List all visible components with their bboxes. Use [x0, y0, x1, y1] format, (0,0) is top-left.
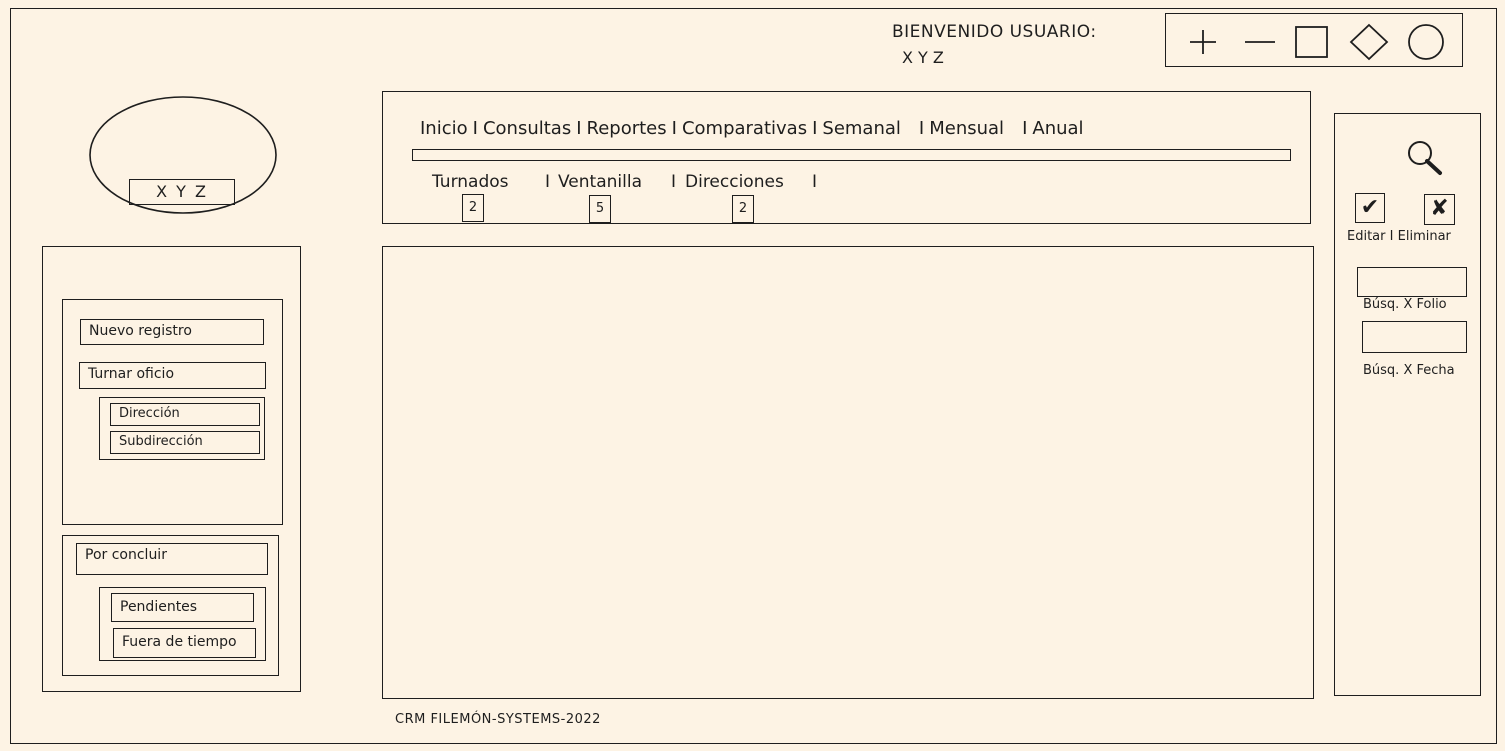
folio-search-input[interactable]: [1357, 267, 1467, 297]
nav-separator: I: [918, 118, 925, 139]
tab-ventanilla[interactable]: Ventanilla: [558, 172, 642, 192]
direccion-option[interactable]: Dirección: [110, 403, 260, 426]
tab-separator: I: [671, 172, 677, 192]
add-icon[interactable]: [1186, 27, 1220, 57]
minimize-icon[interactable]: [1242, 27, 1278, 57]
pendientes-option[interactable]: Pendientes: [111, 593, 254, 622]
count-badge-ventanilla: 5: [589, 195, 611, 223]
nav-item-mensual[interactable]: Mensual: [929, 118, 1005, 139]
nuevo-registro-button[interactable]: Nuevo registro: [80, 319, 264, 345]
nav-separator: I: [472, 118, 478, 139]
nav-item-inicio[interactable]: Inicio: [420, 118, 468, 139]
search-icon[interactable]: [1404, 138, 1450, 180]
nav-item-comparativas[interactable]: Comparativas: [681, 118, 808, 139]
tab-separator: I: [545, 172, 551, 192]
nav-item-reportes[interactable]: Reportes: [586, 118, 667, 139]
diamond-icon[interactable]: [1349, 23, 1389, 61]
main-nav: [420, 118, 1084, 139]
nav-divider-bar: [412, 149, 1291, 161]
nav-item-consultas[interactable]: Consultas: [482, 118, 572, 139]
profile-name-box: X Y Z: [129, 179, 235, 205]
window-controls: [1165, 13, 1463, 67]
main-content-area: [382, 246, 1314, 699]
welcome-label: BIENVENIDO USUARIO:: [892, 22, 1097, 42]
edit-checkbox-icon[interactable]: ✔: [1355, 193, 1385, 223]
edit-delete-labels: [1347, 229, 1451, 244]
nav-item-semanal[interactable]: Semanal: [822, 118, 901, 139]
fecha-search-input[interactable]: [1362, 321, 1467, 353]
circle-icon[interactable]: [1406, 22, 1446, 62]
eliminar-label[interactable]: Eliminar: [1397, 229, 1451, 244]
subdireccion-option[interactable]: Subdirección: [110, 431, 260, 454]
nav-separator: I: [1022, 118, 1028, 139]
count-badge-turnados: 2: [462, 194, 484, 222]
editar-label[interactable]: Editar: [1347, 229, 1386, 244]
footer-label: CRM FILEMÓN-SYSTEMS-2022: [395, 712, 601, 727]
tab-separator: I: [812, 172, 818, 192]
por-concluir-button[interactable]: Por concluir: [76, 543, 268, 575]
delete-x-icon[interactable]: ✘: [1424, 194, 1455, 225]
turnar-oficio-button[interactable]: Turnar oficio: [79, 362, 266, 389]
count-badge-direcciones: 2: [732, 195, 754, 223]
username-label: X Y Z: [902, 48, 944, 67]
fecha-search-label: Búsq. X Fecha: [1363, 363, 1455, 378]
folio-search-label: Búsq. X Folio: [1363, 297, 1447, 312]
nav-separator: I: [812, 118, 818, 139]
tab-direcciones[interactable]: Direcciones: [685, 172, 784, 192]
tab-turnados[interactable]: Turnados: [432, 172, 509, 192]
nav-separator: I: [576, 118, 582, 139]
nav-item-anual[interactable]: Anual: [1032, 118, 1084, 139]
editar-separator: I: [1389, 229, 1394, 244]
fuera-de-tiempo-option[interactable]: Fuera de tiempo: [113, 628, 256, 658]
maximize-icon[interactable]: [1294, 25, 1330, 59]
nav-separator: I: [671, 118, 677, 139]
